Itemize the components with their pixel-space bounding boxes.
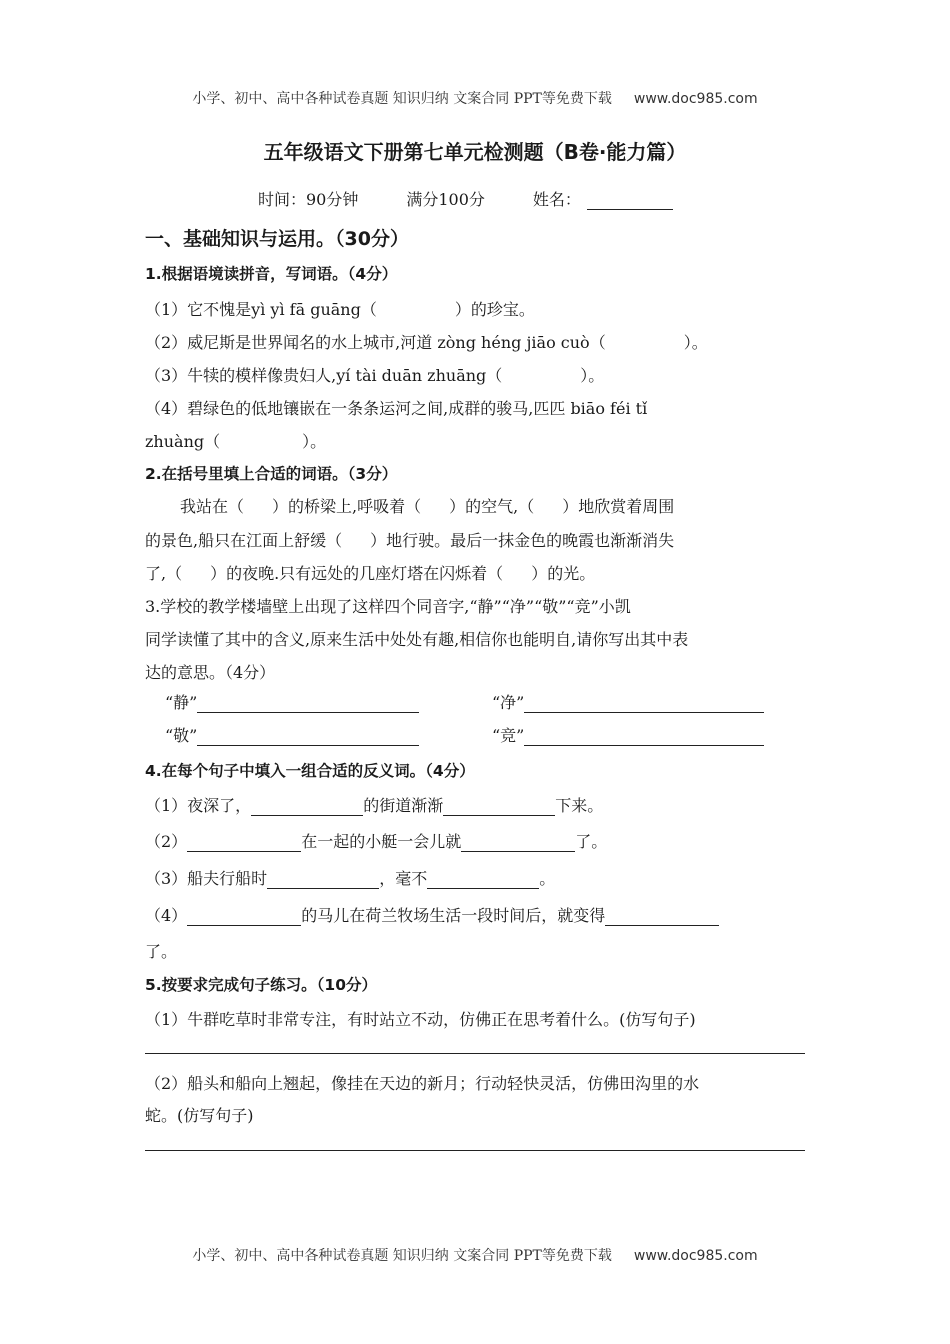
- q4-text: 的街道渐渐: [363, 796, 444, 815]
- q5-item-2: （2）船头和船向上翘起，像挂在天边的新月；行动轻快灵活，仿佛田沟里的水: [145, 1074, 700, 1093]
- q4-text: 的马儿在荷兰牧场生活一段时间后，就变得: [301, 906, 606, 925]
- q4-blank-4b[interactable]: [605, 909, 719, 926]
- q2-text: 我站在（: [180, 497, 245, 516]
- q4-blank-1b[interactable]: [443, 799, 555, 816]
- q3-blank-2[interactable]: [524, 694, 764, 713]
- q1-item-1-text: （1）它不愧是yì yì fā guāng（: [145, 300, 377, 319]
- q3-blank-1[interactable]: [197, 694, 419, 713]
- q1-item-2-end: ）。: [683, 333, 708, 352]
- q4-item-4: [145, 903, 719, 926]
- q3-blank-4[interactable]: [524, 727, 764, 746]
- q4-text: ，毫不: [379, 869, 428, 888]
- q4-text: （4）: [145, 906, 188, 925]
- q1-item-2: [145, 330, 708, 353]
- q4-text: 。: [539, 869, 556, 888]
- q4-blank-4a[interactable]: [187, 909, 301, 926]
- q1-item-4-cont: [145, 429, 326, 452]
- q1-item-3-end: ）。: [580, 366, 605, 385]
- q3-answer-jing-respect: [165, 723, 419, 746]
- q2-text: ）的光。: [531, 564, 596, 583]
- meta-score: 满分100分: [406, 190, 485, 209]
- q3-word-2: “净”: [492, 693, 525, 712]
- q2-line-1: [180, 494, 674, 517]
- header-site-link[interactable]: www.doc985.com: [633, 91, 758, 107]
- q1-item-4-end: ）。: [302, 432, 327, 451]
- q4-text: （2）: [145, 832, 188, 851]
- q1-item-2-text: （2）威尼斯是世界闻名的水上城市,河道 zòng héng jiāo cuò（: [145, 333, 606, 352]
- meta-time: 时间：90分钟: [258, 190, 359, 209]
- q4-blank-3b[interactable]: [427, 872, 539, 889]
- page-header: [0, 88, 950, 108]
- q2-line-3: [145, 561, 595, 584]
- q2-title: 2.在括号里填上合适的词语。（3分）: [145, 465, 398, 483]
- q3-word-1: “静”: [165, 693, 198, 712]
- q4-item-4-cont: 了。: [145, 942, 178, 961]
- header-text: 小学、初中、高中各种试卷真题 知识归纳 文案合同 PPT等免费下载: [192, 91, 612, 107]
- q2-text: ）地行驶。最后一抹金色的晚霞也渐渐消失: [370, 531, 675, 550]
- q4-text: 了。: [575, 832, 608, 851]
- q2-text: 了,（: [145, 564, 183, 583]
- q3-blank-3[interactable]: [197, 727, 419, 746]
- q4-blank-3a[interactable]: [267, 872, 379, 889]
- q3-answer-jing-clean: [492, 690, 764, 713]
- q3-line-2: 同学读懂了其中的含义,原来生活中处处有趣,相信你也能明自,请你写出其中表: [145, 630, 689, 649]
- q4-title: 4.在每个句子中填入一组合适的反义词。（4分）: [145, 762, 475, 780]
- q4-text: 下来。: [555, 796, 604, 815]
- q2-text: ）的桥梁上,呼吸着（: [272, 497, 422, 516]
- exam-title: 五年级语文下册第七单元检测题（B卷·能力篇）: [263, 140, 687, 164]
- q2-text: ）的空气,（: [449, 497, 535, 516]
- q3-answer-jing-compete: [492, 723, 764, 746]
- q5-answer-line-2[interactable]: [145, 1150, 805, 1151]
- q1-title: 1.根据语境读拼音，写词语。（4分）: [145, 265, 398, 283]
- name-blank[interactable]: [587, 193, 673, 210]
- q4-text: （3）船夫行船时: [145, 869, 268, 888]
- q1-item-4: （4）碧绿色的低地镶嵌在一条条运河之间,成群的骏马,匹匹 biāo féi tǐ: [145, 399, 648, 418]
- q2-text: ）地欣赏着周围: [562, 497, 675, 516]
- q3-word-4: “竞”: [492, 726, 525, 745]
- q4-item-1: [145, 793, 603, 816]
- meta-name-label: 姓名：: [532, 190, 581, 209]
- footer-site-link[interactable]: www.doc985.com: [633, 1248, 758, 1264]
- q4-text: 在一起的小艇一会儿就: [301, 832, 462, 851]
- q4-text: （1）夜深了，: [145, 796, 252, 815]
- q5-item-1: （1）牛群吃草时非常专注，有时站立不动，仿佛正在思考着什么。(仿写句子): [145, 1010, 696, 1029]
- q5-answer-line-1[interactable]: [145, 1053, 805, 1054]
- page-footer: [0, 1245, 950, 1265]
- q5-item-2-cont: 蛇。(仿写句子): [145, 1106, 254, 1125]
- q3-line-3: 达的意思。（4分）: [145, 663, 276, 682]
- q3-answer-jing-quiet: [165, 690, 419, 713]
- q4-blank-2b[interactable]: [461, 835, 575, 852]
- q2-text: ）的夜晚.只有远处的几座灯塔在闪烁着（: [210, 564, 504, 583]
- q4-blank-2a[interactable]: [187, 835, 301, 852]
- q1-item-1: [145, 297, 535, 320]
- q2-text: 的景色,船只在江面上舒缓（: [145, 531, 343, 550]
- q1-item-1-end: ）的珍宝。: [454, 300, 535, 319]
- q4-blank-1a[interactable]: [251, 799, 363, 816]
- q4-item-3: [145, 866, 555, 889]
- q2-line-2: [145, 528, 674, 551]
- section-1-heading: 一、基础知识与运用。（30分）: [145, 228, 409, 250]
- q1-item-4-cont-text: zhuàng（: [145, 432, 221, 451]
- exam-meta: [258, 187, 721, 210]
- q1-item-3-text: （3）牛犊的模样像贵妇人,yí tài duān zhuāng（: [145, 366, 503, 385]
- q5-title: 5.按要求完成句子练习。（10分）: [145, 976, 377, 994]
- q3-line-1: 3.学校的教学楼墙壁上出现了这样四个同音字,“静”“净”“敬”“竞”小凯: [145, 597, 631, 616]
- q3-word-3: “敬”: [165, 726, 198, 745]
- q1-item-3: [145, 363, 604, 386]
- q4-item-2: [145, 829, 607, 852]
- footer-text: 小学、初中、高中各种试卷真题 知识归纳 文案合同 PPT等免费下载: [192, 1248, 612, 1264]
